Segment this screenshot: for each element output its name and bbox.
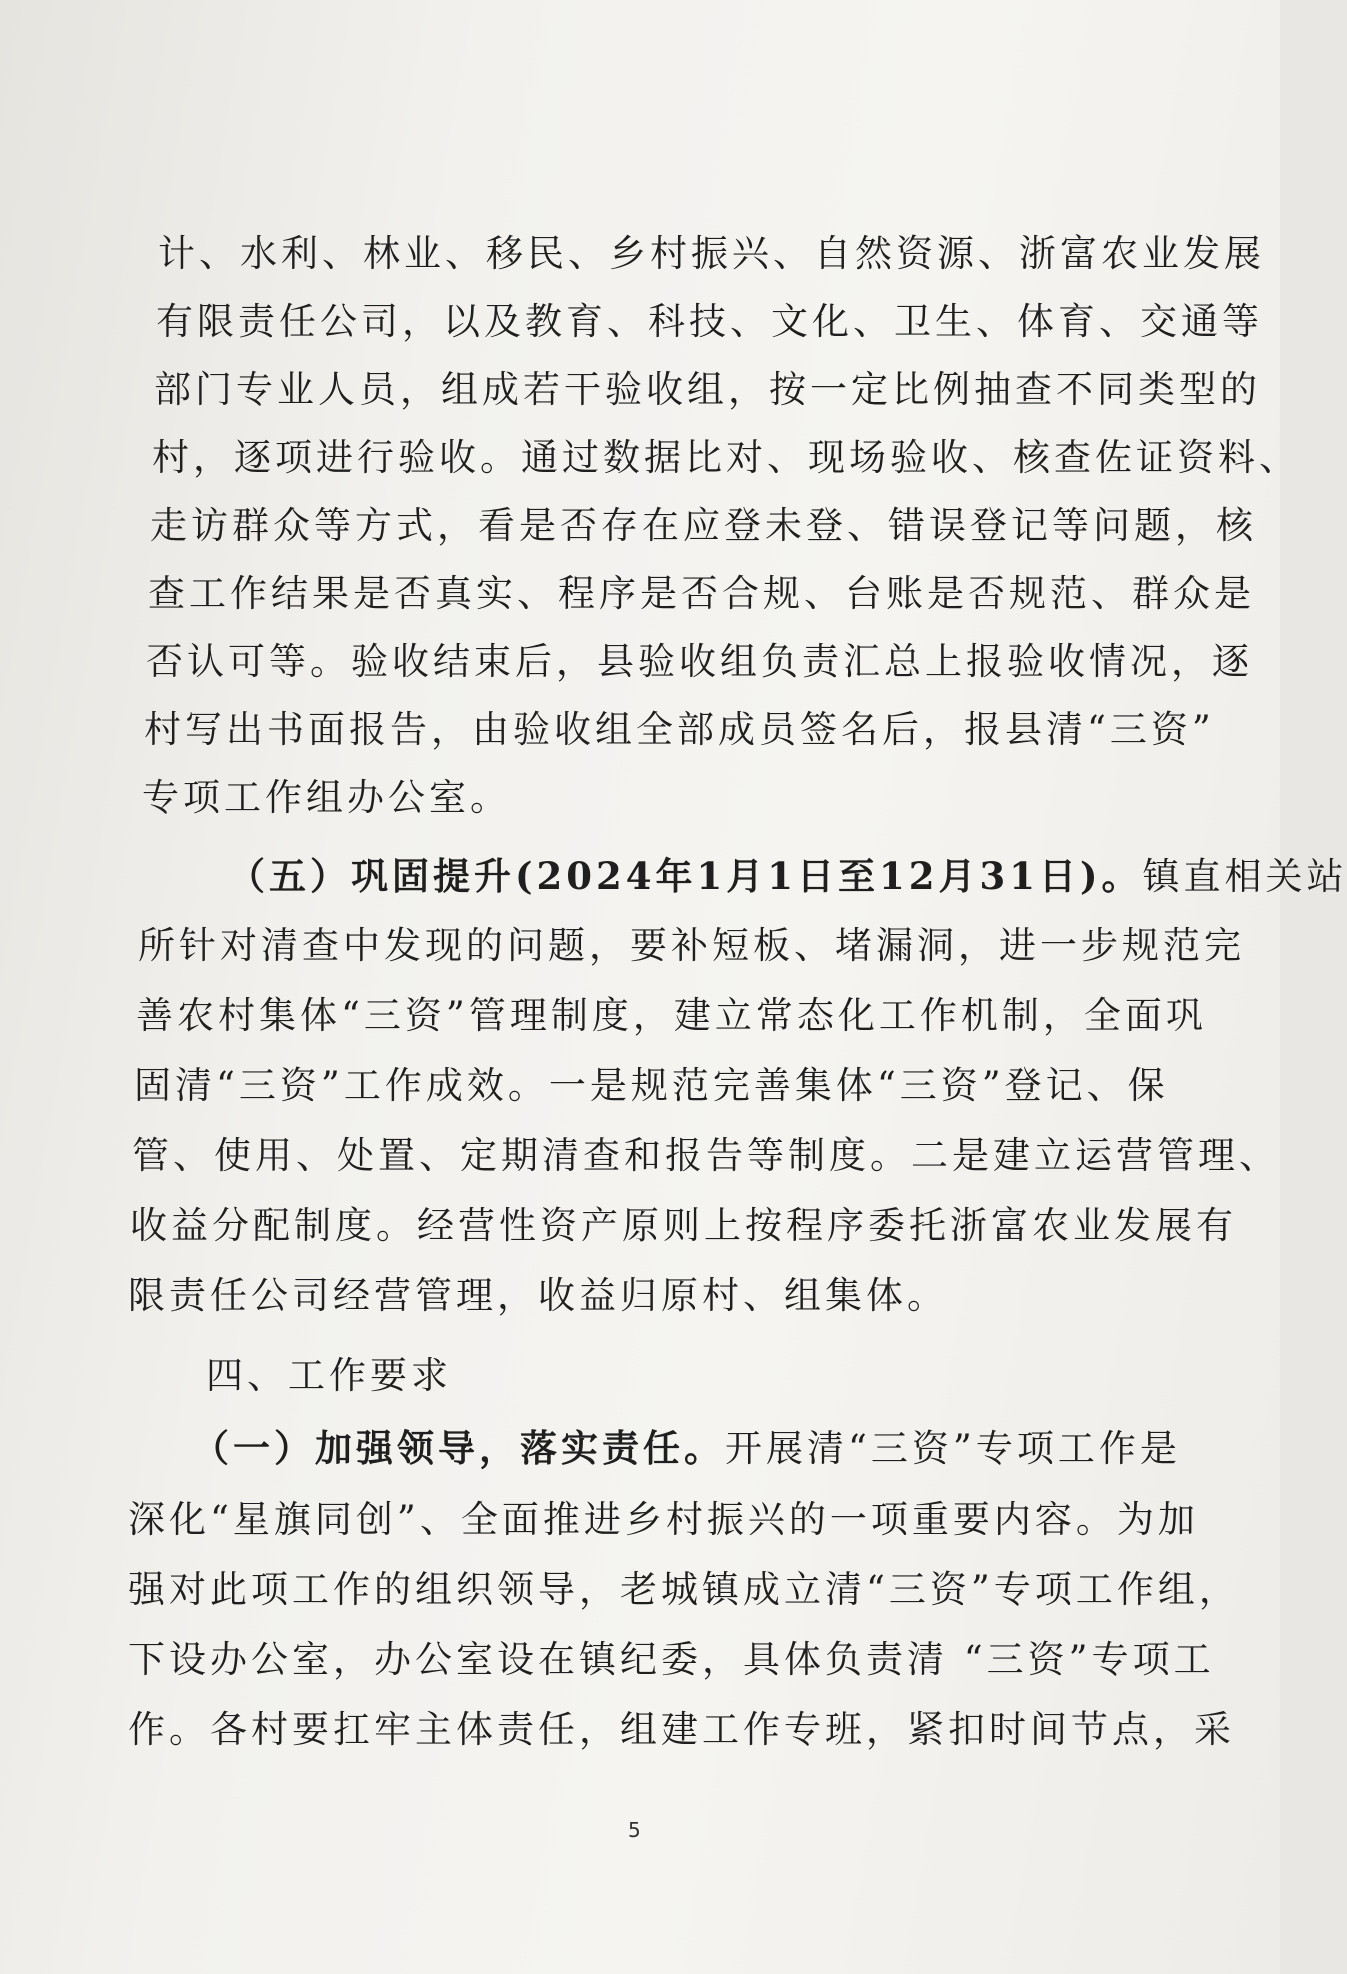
body-line: 村，逐项进行验收。通过数据比对、现场验收、核查佐证资料、 bbox=[152, 436, 1300, 479]
requirement-1-first-rest: 开展清“三资”专项工作是 bbox=[725, 1427, 1181, 1470]
body-line: 计、水利、林业、移民、乡村振兴、自然资源、浙富农业发展 bbox=[158, 232, 1265, 275]
body-line: 走访群众等方式，看是否存在应登未登、错误登记等问题，核 bbox=[150, 504, 1257, 547]
section-heading: 四、工作要求 bbox=[206, 1354, 452, 1397]
body-line: 固清“三资”工作成效。一是规范完善集体“三资”登记、保 bbox=[134, 1064, 1169, 1107]
body-line: 下设办公室，办公室设在镇纪委，具体负责清 “三资”专项工 bbox=[128, 1638, 1215, 1681]
section-5-first-rest: 镇直相关站 bbox=[1142, 855, 1347, 898]
body-line: 部门专业人员，组成若干验收组，按一定比例抽查不同类型的 bbox=[154, 368, 1261, 411]
body-line: 查工作结果是否真实、程序是否合规、台账是否规范、群众是 bbox=[148, 572, 1255, 615]
body-line: 管、使用、处置、定期清查和报告等制度。二是建立运营管理、 bbox=[132, 1134, 1280, 1177]
requirement-1-lead: （一）加强领导，落实责任。 bbox=[192, 1426, 725, 1470]
body-line: 否认可等。验收结束后，县验收组负责汇总上报验收情况，逐 bbox=[146, 640, 1253, 683]
body-line: 所针对清查中发现的问题，要补短板、堵漏洞，进一步规范完 bbox=[138, 924, 1245, 967]
body-line: 专项工作组办公室。 bbox=[142, 776, 511, 819]
body-line: 善农村集体“三资”管理制度，建立常态化工作机制，全面巩 bbox=[136, 994, 1207, 1037]
body-line: 作。各村要扛牢主体责任，组建工作专班，紧扣时间节点，采 bbox=[128, 1708, 1235, 1751]
page-number: 5 bbox=[628, 1818, 641, 1842]
body-line: 深化“星旗同创”、全面推进乡村振兴的一项重要内容。为加 bbox=[128, 1498, 1199, 1541]
body-line: 限责任公司经营管理，收益归原村、组集体。 bbox=[128, 1274, 948, 1317]
body-line: 强对此项工作的组织领导，老城镇成立清“三资”专项工作组， bbox=[128, 1568, 1240, 1611]
body-line: 收益分配制度。经营性资产原则上按程序委托浙富农业发展有 bbox=[130, 1204, 1237, 1247]
requirement-1-first-line bbox=[192, 1424, 1181, 1472]
section-5-lead: （五）巩固提升(2024年1月1日至12月31日)。 bbox=[228, 854, 1143, 898]
body-line: 村写出书面报告，由验收组全部成员签名后，报县清“三资” bbox=[144, 708, 1215, 751]
section-5-first-line bbox=[228, 852, 1347, 900]
body-line: 有限责任公司，以及教育、科技、文化、卫生、体育、交通等 bbox=[156, 300, 1263, 343]
